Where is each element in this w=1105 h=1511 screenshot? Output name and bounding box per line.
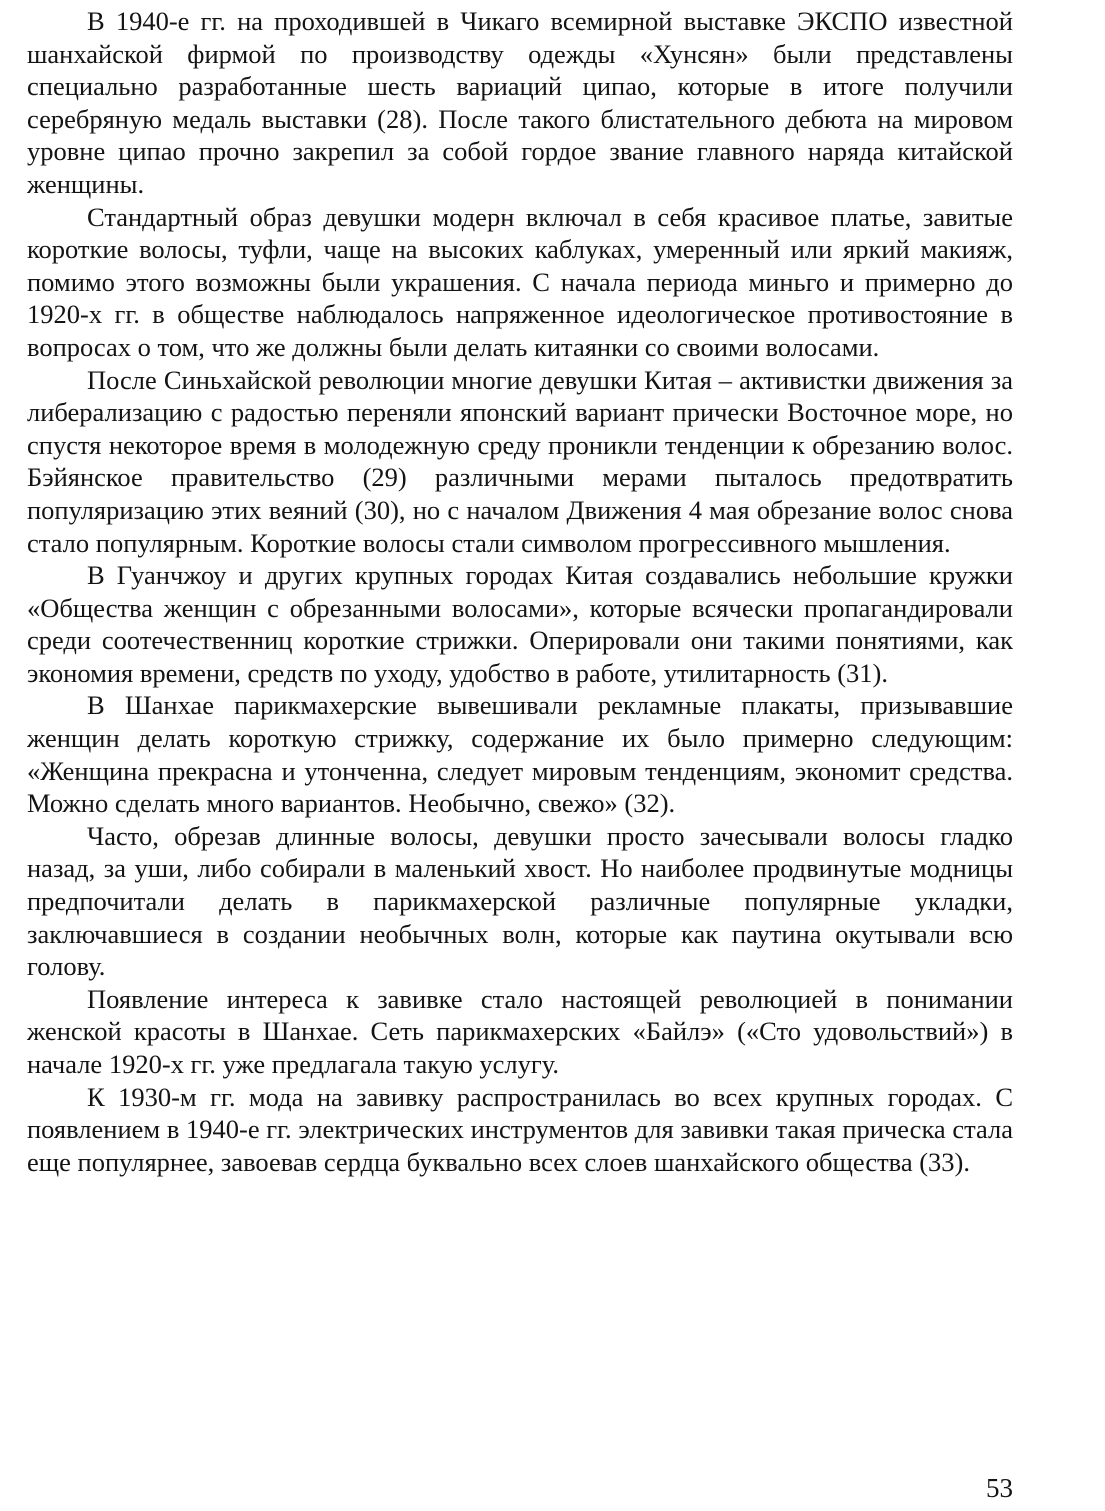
paragraph-guangzhou-societies: В Гуанчжоу и других крупных городах Китая создавались небольшие кружки «Общества женщин с обрезанными волосами», которые всячески пропагандировали среди соотечественниц короткие стрижки. Оперировали они такими понятиями, как экономия времени, средств по уходу, удобство в работе, утилитарность (31). [27,560,1013,688]
paragraph-hairstyles: Часто, обрезав длинные волосы, девушки просто зачесывали волосы гладко назад, за уши, либо собирали в маленький хвост. Но наиболее продвинутые модницы предпочитали делать в парикмахерской различные популярные укладки, заключавшиеся в создании необычных волн, которые как паутина окутывали всю голову. [27,820,1013,982]
paragraph-expo: В 1940-е гг. на проходившей в Чикаго всемирной выставке ЭКСПО известной шанхайской фирмой по производству одежды «Хунсян» были представлены специально разработанные шесть вариаций ципао, которые в итоге получили серебряную медаль выставки (28). После такого блистательного дебюта на мировом уровне ципао прочно закрепил за собой гордое звание главного наряда китайской женщины. [27,6,1013,199]
page-number: 53 [986,1473,1013,1503]
paragraph-modern-girl: Стандартный образ девушки модерн включал в себя красивое платье, завитые короткие волосы, туфли, чаще на высоких каблуках, умеренный или яркий макияж, помимо этого возможны были украшения. С начала периода миньго и примерно до 1920-х гг. в обществе наблюдалось напряженное идеологическое противостояние в вопросах о том, что же должны были делать китаянки со своими волосами. [27,201,1013,362]
paragraph-perm-1930s: К 1930-м гг. мода на завивку распространилась во всех крупных городах. С появлением в 1940-е гг. электрических инструментов для завивки такая прическа стала еще популярнее, завоевав сердца буквально всех слоев шанхайского общества (33). [27,1081,1013,1177]
page-body-text [27,5,1013,1178]
paragraph-shanghai-posters: В Шанхае парикмахерские вывешивали рекламные плакаты, призывавшие женщин делать короткую стрижку, содержание их было примерно следующим: «Женщина прекрасна и утонченна, следует мировым тенденциям, экономит средства. Можно сделать много вариантов. Необычно, свежо» (32). [27,690,1013,819]
paragraph-xinhai-revolution: После Синьхайской революции многие девушки Китая – активистки движения за либерализацию с радостью переняли японский вариант прически Восточное море, но спустя некоторое время в молодежную среду проникли тенденции к обрезанию волос. Бэйянское правительство (29) различными мерами пыталось предотвратить популяризацию этих веяний (30), но с началом Движения 4 мая обрезание волос снова стало популярным. Короткие волосы стали символом прогрессивного мышления. [27,364,1013,558]
paragraph-perm-interest: Появление интереса к завивке стало настоящей революцией в понимании женской красоты в Шанхае. Сеть парикмахерских «Байлэ» («Сто удовольствий») в начале 1920-х гг. уже предлагала такую услугу. [27,983,1013,1079]
